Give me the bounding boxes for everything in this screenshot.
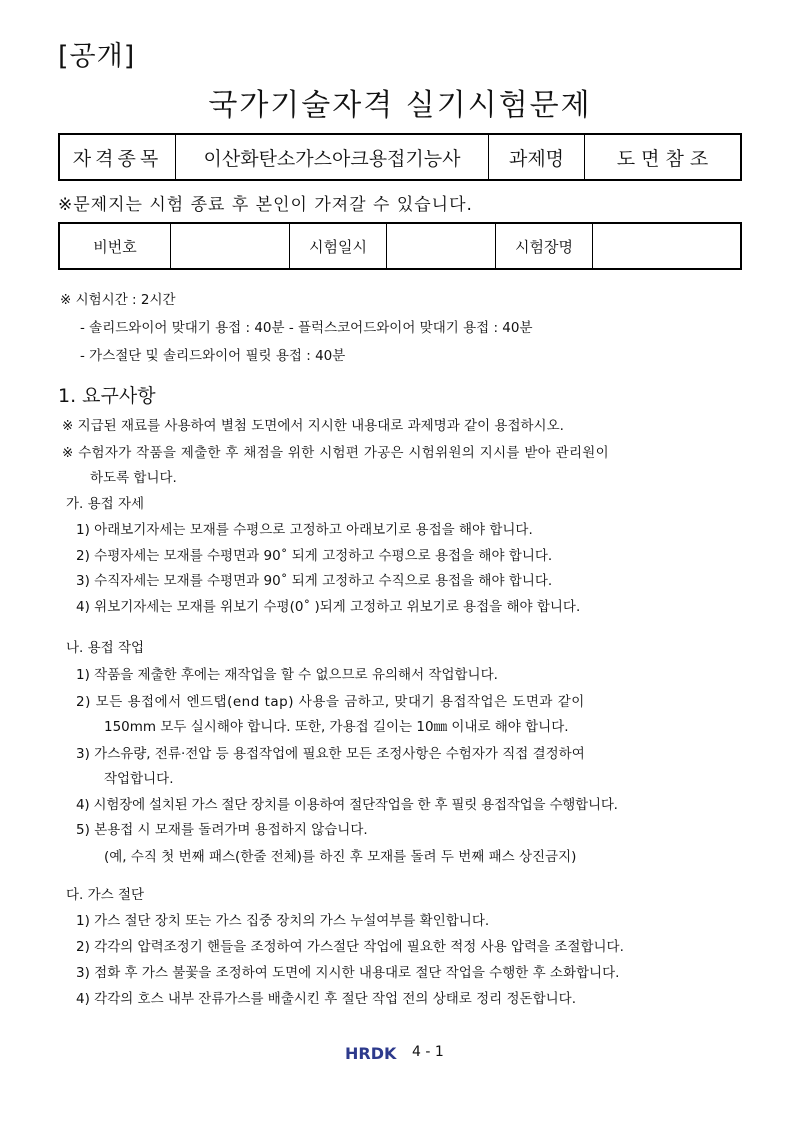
- list-item: 1) 가스 절단 장치 또는 가스 집중 장치의 가스 누설여부를 확인합니다.: [76, 913, 490, 929]
- exam-time-detail-1: - 솔리드와이어 맞대기 용접 : 40분 - 플럭스코어드와이어 맞대기 용접 : 40분: [80, 320, 533, 336]
- list-item: 4) 각각의 호스 내부 잔류가스를 배출시킨 후 절단 작업 전의 상태로 정리 정돈합니다.: [76, 991, 576, 1007]
- requirement-line: 하도록 합니다.: [90, 470, 177, 486]
- list-item: 4) 위보기자세는 모재를 위보기 수평(0˚ )되게 고정하고 위보기로 용접을 해야 합니다.: [76, 599, 581, 615]
- list-item: (예, 수직 첫 번째 패스(한줄 전체)를 하진 후 모재를 돌려 두 번째 패스 상진금지): [104, 849, 577, 865]
- list-item: 2) 모든 용접에서 엔드탭(end tap) 사용을 금하고, 맞대기 용접작업은 도면과 같이: [76, 694, 585, 710]
- seat-number-label: 비번호: [59, 223, 171, 269]
- list-item: 3) 가스유량, 전류·전압 등 용접작업에 필요한 모든 조정사항은 수험자가 직접 결정하여: [76, 746, 585, 762]
- list-item: 4) 시험장에 설치된 가스 절단 장치를 이용하여 절단작업을 한 후 필릿 용접작업을 수행합니다.: [76, 797, 618, 813]
- exam-time-detail-2: - 가스절단 및 솔리드와이어 필릿 용접 : 40분: [80, 348, 346, 364]
- qualification-table: [58, 133, 742, 181]
- exam-date-label: 시험일시: [290, 223, 387, 269]
- page-number: 4 - 1: [412, 1044, 444, 1060]
- hrdk-logo: HRDK: [345, 1044, 397, 1063]
- exam-info-table: [58, 222, 742, 270]
- subsection-heading-na: 나. 용접 작업: [66, 640, 145, 656]
- exam-date-value[interactable]: [387, 223, 496, 269]
- exam-site-value[interactable]: [593, 223, 742, 269]
- list-item: 1) 작품을 제출한 후에는 재작업을 할 수 없으므로 유의해서 작업합니다.: [76, 667, 498, 683]
- notice-text: ※문제지는 시험 종료 후 본인이 가져갈 수 있습니다.: [58, 195, 473, 215]
- seat-number-value[interactable]: [171, 223, 290, 269]
- list-item: 3) 점화 후 가스 불꽃을 조정하여 도면에 지시한 내용대로 절단 작업을 수행한 후 소화합니다.: [76, 965, 620, 981]
- list-item: 5) 본용접 시 모재를 돌려가며 용접하지 않습니다.: [76, 822, 368, 838]
- list-item: 150mm 모두 실시해야 합니다. 또한, 가용접 길이는 10㎜ 이내로 해야 합니다.: [104, 719, 569, 735]
- list-item: 2) 수평자세는 모재를 수평면과 90˚ 되게 고정하고 수평으로 용접을 해야 합니다.: [76, 548, 553, 564]
- section-heading: 1. 요구사항: [58, 385, 156, 407]
- list-item: 2) 각각의 압력조정기 핸들을 조정하여 가스절단 작업에 필요한 적정 사용 압력을 조절합니다.: [76, 939, 624, 955]
- list-item: 3) 수직자세는 모재를 수평면과 90˚ 되게 고정하고 수직으로 용접을 해야 합니다.: [76, 573, 553, 589]
- requirement-line: ※ 수험자가 작품을 제출한 후 채점을 위한 시험편 가공은 시험위원의 지시를 받아 관리원이: [62, 445, 609, 461]
- list-item: 1) 아래보기자세는 모재를 수평으로 고정하고 아래보기로 용접을 해야 합니다.: [76, 522, 533, 538]
- exam-time: ※ 시험시간 : 2시간: [60, 292, 176, 308]
- requirement-line: ※ 지급된 재료를 사용하여 별첨 도면에서 지시한 내용대로 과제명과 같이 용접하시오.: [62, 418, 564, 434]
- task-label: 과제명: [489, 134, 585, 180]
- qualification-label: 자격종목: [59, 134, 176, 180]
- page-title: 국가기술자격 실기시험문제: [208, 88, 592, 123]
- list-item: 작업합니다.: [104, 771, 174, 787]
- subsection-heading-da: 다. 가스 절단: [66, 887, 145, 903]
- subsection-heading-ga: 가. 용접 자세: [66, 496, 145, 512]
- exam-site-label: 시험장명: [496, 223, 593, 269]
- task-value: 도 면 참 조: [585, 134, 742, 180]
- public-tag: [공개]: [58, 41, 136, 72]
- qualification-value: 이산화탄소가스아크용접기능사: [176, 134, 489, 180]
